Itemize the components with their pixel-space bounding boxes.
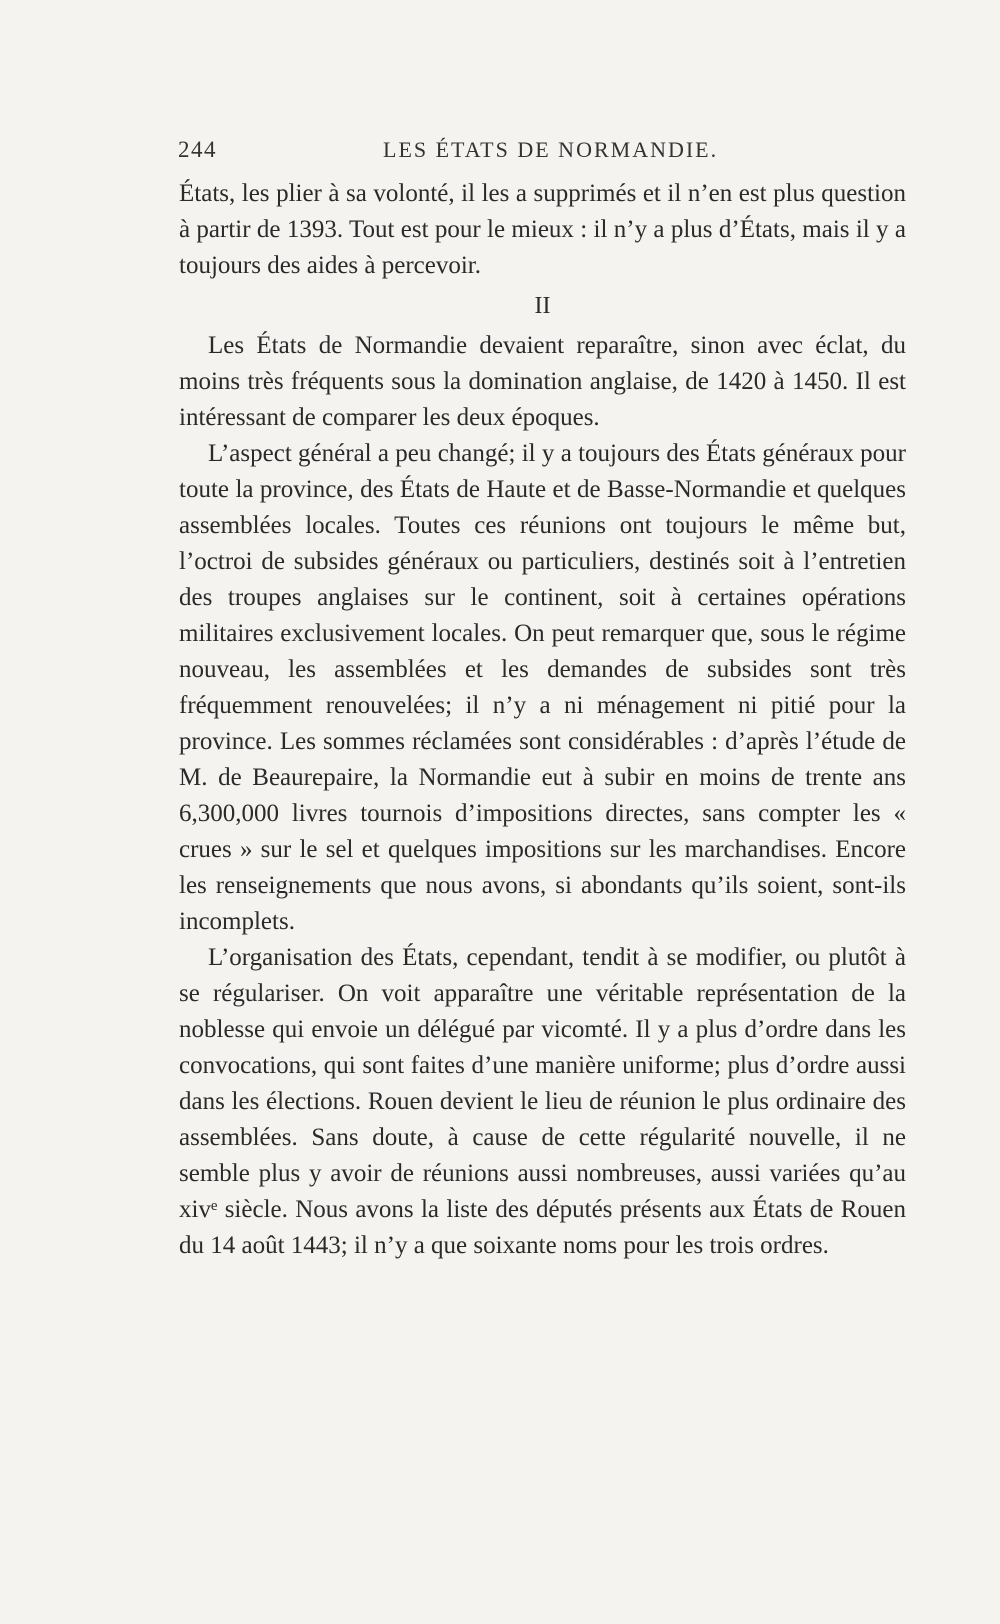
section-number: II [534, 293, 551, 319]
paragraph-continuation: États, les plier à sa volonté, il les a supprimés et il n’en est plus question à partir de 1393. Tout est pour le mieux : il n’y a plus d’États, mais il y a toujours des aides à percevoir. [179, 180, 906, 279]
paragraph: L’aspect général a peu changé; il y a toujours des États généraux pour toute la province, des États de Haute et de Basse-Normandie et quelques assemblées locales. Toutes ces réunions ont toujours le même but, l’octroi de subsides généraux ou particuliers, destinés soit à l’entretien des troupes anglaises sur le continent, soit à certaines opérations militaires exclusivement locales. On peut remarquer que, sous le régime nouveau, les assemblées et les demandes de subsides sont très fréquemment renouvelées; il n’y a ni ménagement ni pitié pour la province. Les sommes réclamées sont considérables : d’après l’étude de M. de Beaurepaire, la Normandie eut à subir en moins de trente ans 6,300,000 livres tournois d’impositions directes, sans compter les « crues » sur le sel et quelques impositions sur les marchandises. Encore les renseignements que nous avons, si abondants qu’ils soient, sont-ils incomplets. [179, 440, 906, 935]
running-head: LES ÉTATS DE NORMANDIE. [383, 137, 719, 162]
page-body [179, 176, 906, 1264]
page-number: 244 [178, 137, 217, 162]
page-header [178, 133, 905, 169]
paragraph: L’organisation des États, cependant, tendit à se modifier, ou plutôt à se régulariser. On voit apparaître une véritable représentation de la noblesse qui envoie un délégué par vicomté. Il y a plus d’ordre dans les convocations, qui sont faites d’une manière uniforme; plus d’ordre aussi dans les élections. Rouen devient le lieu de réunion le plus ordinaire des assemblées. Sans doute, à cause de cette régularité nouvelle, il ne semble plus y avoir de réunions aussi nombreuses, aussi variées qu’au xivᵉ siècle. Nous avons la liste des députés présents aux États de Rouen du 14 août 1443; il n’y a que soixante noms pour les trois ordres. [179, 944, 906, 1259]
paragraph: Les États de Normandie devaient reparaître, sinon avec éclat, du moins très fréquents sous la domination anglaise, de 1420 à 1450. Il est intéressant de comparer les deux époques. [179, 332, 906, 431]
